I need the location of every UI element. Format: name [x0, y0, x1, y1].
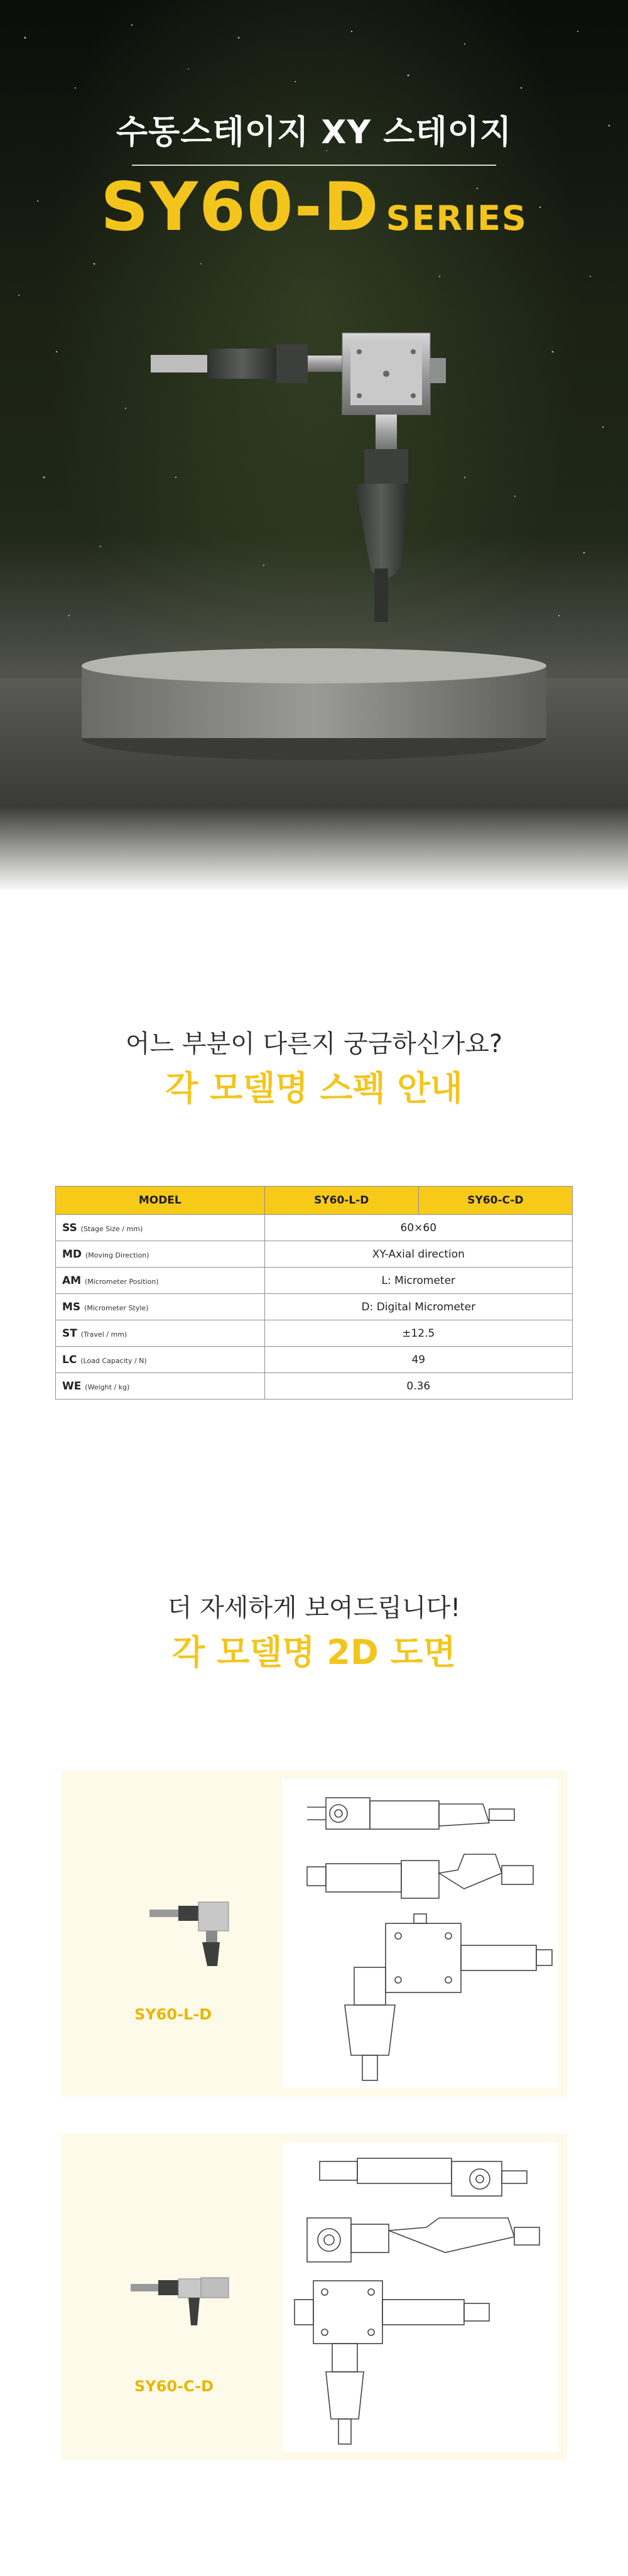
hero-title: 수동스테이지 XY 스테이지: [116, 114, 512, 151]
row-label: [56, 1241, 265, 1268]
row-label: [56, 1373, 265, 1399]
row-label: [56, 1268, 265, 1294]
row-label: [56, 1215, 265, 1241]
drawing-area: [282, 1779, 558, 2088]
drawing-heading: 각 모델명 2D 도면: [172, 1633, 456, 1672]
row-code: ST: [62, 1327, 77, 1340]
table-row: [56, 1241, 573, 1268]
product-thumbnail: [149, 1896, 237, 1977]
row-desc: (Micrometer Position): [85, 1277, 159, 1286]
row-value: L: Micrometer: [264, 1268, 572, 1294]
row-value: 49: [264, 1347, 572, 1373]
spec-table: [55, 1186, 573, 1399]
row-code: SS: [62, 1221, 77, 1234]
drawing-question: 더 자세하게 보여드립니다!: [167, 1594, 461, 1622]
technical-drawing-2d: [282, 1779, 558, 2088]
drawing-panel-sy60-c-d: [62, 2134, 567, 2460]
row-value: D: Digital Micrometer: [264, 1294, 572, 1320]
hero-model-main: SY60-D: [100, 168, 380, 246]
row-label: [56, 1347, 265, 1373]
product-thumbnail: [131, 2269, 237, 2338]
panel-model-label: SY60-L-D: [134, 2006, 212, 2023]
spec-question: 어느 부분이 다른지 궁금하신가요?: [125, 1030, 503, 1058]
row-code: LC: [62, 1353, 77, 1366]
row-code: AM: [62, 1274, 82, 1287]
row-value: 60×60: [264, 1215, 572, 1241]
technical-drawing-2d: [282, 2143, 558, 2452]
hero-model-suffix: SERIES: [386, 198, 528, 238]
table-row: [56, 1347, 573, 1373]
row-desc: (Micrometer Style): [84, 1303, 149, 1312]
row-code: MS: [62, 1300, 81, 1313]
table-row: [56, 1320, 573, 1347]
row-desc: (Load Capacity / N): [80, 1356, 147, 1365]
row-code: WE: [62, 1379, 82, 1393]
row-desc: (Weight / kg): [85, 1383, 130, 1391]
table-row: [56, 1373, 573, 1399]
row-label: [56, 1320, 265, 1347]
panel-model-label: SY60-C-D: [134, 2378, 214, 2395]
row-desc: (Travel / mm): [80, 1330, 127, 1339]
row-desc: (Stage Size / mm): [80, 1224, 143, 1233]
drawing-area: [282, 2143, 558, 2452]
hero-banner: [0, 0, 628, 892]
table-row: [56, 1294, 573, 1320]
row-value: ±12.5: [264, 1320, 572, 1347]
header-model: MODEL: [56, 1187, 265, 1215]
row-value: XY-Axial direction: [264, 1241, 572, 1268]
row-value: 0.36: [264, 1373, 572, 1399]
table-row: [56, 1215, 573, 1241]
row-desc: (Moving Direction): [85, 1251, 149, 1259]
drawing-panel-sy60-l-d: [62, 1770, 567, 2097]
row-label: [56, 1294, 265, 1320]
row-code: MD: [62, 1247, 82, 1261]
spec-table-header: [56, 1187, 573, 1215]
header-sy60-l-d: SY60-L-D: [264, 1187, 418, 1215]
stage-product-render: [0, 0, 628, 892]
header-sy60-c-d: SY60-C-D: [418, 1187, 572, 1215]
table-row: [56, 1268, 573, 1294]
spec-heading: 각 모델명 스펙 안내: [165, 1068, 463, 1108]
